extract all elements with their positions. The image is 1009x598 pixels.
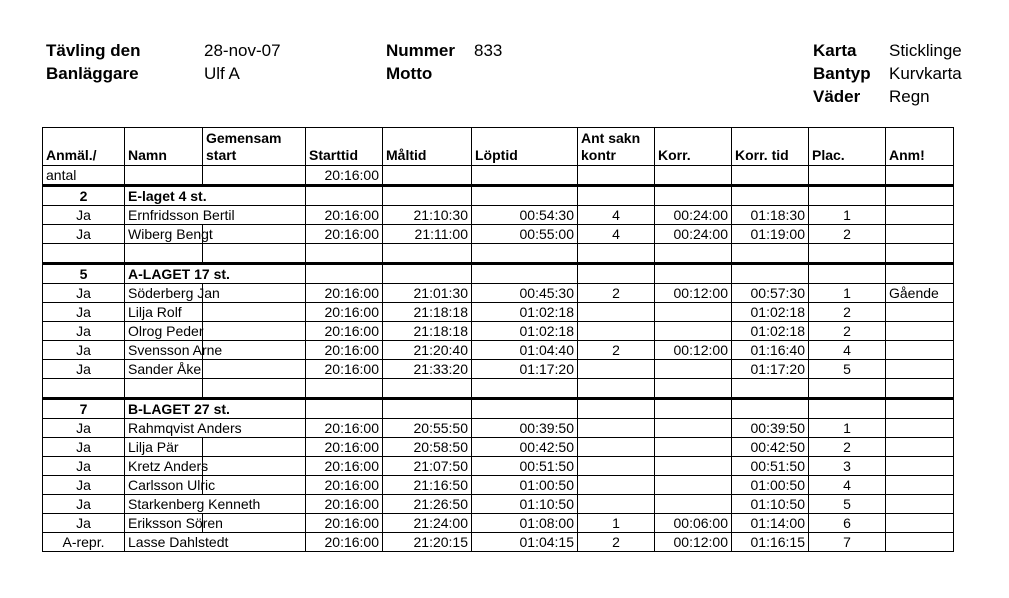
cell-starttid: 20:16:00 xyxy=(306,457,383,476)
cell-ant-sakn: 4 xyxy=(578,206,655,225)
cell-maltid: 21:10:30 xyxy=(383,206,472,225)
cell-starttid: 20:16:00 xyxy=(306,322,383,341)
cell-korr-tid: 01:02:18 xyxy=(732,303,809,322)
label-motto: Motto xyxy=(386,64,433,83)
participant-row xyxy=(43,284,954,303)
cell-maltid: 21:26:50 xyxy=(383,495,472,514)
group-title: E-laget 4 st. xyxy=(125,186,203,206)
cell-anmal: Ja xyxy=(43,495,125,514)
cell-namn: Söderberg Jan xyxy=(125,284,203,303)
cell-korr-tid: 00:57:30 xyxy=(732,284,809,303)
label-vader: Väder xyxy=(813,87,861,106)
cell-plac: 2 xyxy=(809,322,886,341)
cell-korr-tid: 01:19:00 xyxy=(732,225,809,244)
cell-anmal: Ja xyxy=(43,322,125,341)
cell-starttid: 20:16:00 xyxy=(306,495,383,514)
cell-korr: 00:06:00 xyxy=(655,514,732,533)
cell-gemensam xyxy=(203,360,306,379)
common-start-time: 20:16:00 xyxy=(306,166,383,186)
cell-korr-tid: 01:16:40 xyxy=(732,341,809,360)
col-korr-tid: Korr. tid xyxy=(732,128,809,166)
cell-anm xyxy=(886,341,954,360)
col-ant-line1: Ant sakn xyxy=(581,130,641,146)
spacer-row xyxy=(43,244,954,264)
cell-korr: 00:24:00 xyxy=(655,225,732,244)
cell-korr-tid: 00:51:50 xyxy=(732,457,809,476)
cell-namn: Sander Åke xyxy=(125,360,203,379)
cell-namn: Wiberg Bengt xyxy=(125,225,203,244)
cell-ant-sakn xyxy=(578,360,655,379)
group-header-row xyxy=(43,186,954,206)
value-nummer: 833 xyxy=(474,41,503,60)
cell-plac: 3 xyxy=(809,457,886,476)
cell-anm xyxy=(886,322,954,341)
participant-row xyxy=(43,341,954,360)
col-gemensam-line2: start xyxy=(206,147,237,163)
cell-loptid: 00:54:30 xyxy=(472,206,578,225)
cell-anmal: A-repr. xyxy=(43,533,125,552)
cell-ant-sakn: 4 xyxy=(578,225,655,244)
cell-loptid: 00:51:50 xyxy=(472,457,578,476)
label-tavling-den: Tävling den xyxy=(46,41,141,60)
cell-korr-tid: 01:00:50 xyxy=(732,476,809,495)
antal-label: antal xyxy=(43,166,125,186)
participant-row xyxy=(43,495,954,514)
cell-plac: 6 xyxy=(809,514,886,533)
cell-korr xyxy=(655,360,732,379)
label-banlaggare: Banläggare xyxy=(46,64,139,83)
cell-ant-sakn xyxy=(578,476,655,495)
cell-korr-tid: 01:16:15 xyxy=(732,533,809,552)
cell-anm xyxy=(886,303,954,322)
cell-ant-sakn: 2 xyxy=(578,341,655,360)
label-karta: Karta xyxy=(813,41,857,60)
cell-loptid: 01:00:50 xyxy=(472,476,578,495)
spacer-row xyxy=(43,379,954,399)
cell-maltid: 21:01:30 xyxy=(383,284,472,303)
cell-loptid: 00:39:50 xyxy=(472,419,578,438)
col-gemensam-start xyxy=(203,128,306,166)
cell-anm: Gående xyxy=(886,284,954,303)
cell-starttid: 20:16:00 xyxy=(306,284,383,303)
col-ant-line2: kontr xyxy=(581,147,616,163)
col-anmal: Anmäl./ xyxy=(43,128,125,166)
participant-row xyxy=(43,303,954,322)
cell-korr xyxy=(655,457,732,476)
cell-anmal: Ja xyxy=(43,457,125,476)
cell-gemensam xyxy=(203,303,306,322)
group-header-row xyxy=(43,399,954,419)
cell-anmal: Ja xyxy=(43,360,125,379)
cell-starttid: 20:16:00 xyxy=(306,438,383,457)
cell-starttid: 20:16:00 xyxy=(306,419,383,438)
cell-plac: 1 xyxy=(809,284,886,303)
cell-ant-sakn: 2 xyxy=(578,284,655,303)
group-number: 2 xyxy=(43,186,125,206)
cell-ant-sakn xyxy=(578,438,655,457)
cell-maltid: 21:24:00 xyxy=(383,514,472,533)
participant-row xyxy=(43,533,954,552)
participant-row xyxy=(43,360,954,379)
cell-anmal: Ja xyxy=(43,514,125,533)
cell-korr: 00:12:00 xyxy=(655,533,732,552)
cell-ant-sakn xyxy=(578,303,655,322)
cell-anm xyxy=(886,438,954,457)
cell-starttid: 20:16:00 xyxy=(306,225,383,244)
cell-anm xyxy=(886,419,954,438)
cell-korr xyxy=(655,419,732,438)
cell-korr-tid: 01:17:20 xyxy=(732,360,809,379)
value-tavling-den: 28-nov-07 xyxy=(204,41,281,60)
cell-loptid: 00:42:50 xyxy=(472,438,578,457)
cell-maltid: 21:20:40 xyxy=(383,341,472,360)
cell-namn: Ernfridsson Bertil xyxy=(125,206,203,225)
cell-ant-sakn xyxy=(578,322,655,341)
cell-namn: Lasse Dahlstedt xyxy=(125,533,203,552)
cell-loptid: 00:55:00 xyxy=(472,225,578,244)
cell-anmal: Ja xyxy=(43,303,125,322)
cell-namn: Eriksson Sören xyxy=(125,514,203,533)
cell-plac: 2 xyxy=(809,438,886,457)
participant-row xyxy=(43,457,954,476)
cell-loptid: 01:08:00 xyxy=(472,514,578,533)
col-maltid: Måltid xyxy=(383,128,472,166)
participant-row xyxy=(43,322,954,341)
col-korr: Korr. xyxy=(655,128,732,166)
cell-plac: 5 xyxy=(809,495,886,514)
cell-starttid: 20:16:00 xyxy=(306,514,383,533)
cell-plac: 2 xyxy=(809,303,886,322)
cell-anm xyxy=(886,360,954,379)
cell-korr-tid: 01:02:18 xyxy=(732,322,809,341)
cell-ant-sakn: 1 xyxy=(578,514,655,533)
cell-maltid: 21:33:20 xyxy=(383,360,472,379)
participant-row xyxy=(43,514,954,533)
cell-anmal: Ja xyxy=(43,476,125,495)
col-anm: Anm! xyxy=(886,128,954,166)
cell-anmal: Ja xyxy=(43,284,125,303)
cell-ant-sakn: 2 xyxy=(578,533,655,552)
value-vader: Regn xyxy=(889,87,930,106)
cell-ant-sakn xyxy=(578,457,655,476)
cell-plac: 5 xyxy=(809,360,886,379)
cell-maltid: 20:58:50 xyxy=(383,438,472,457)
cell-maltid: 21:07:50 xyxy=(383,457,472,476)
cell-loptid: 01:17:20 xyxy=(472,360,578,379)
value-banlaggare: Ulf A xyxy=(204,64,240,83)
participant-row xyxy=(43,225,954,244)
cell-maltid: 21:18:18 xyxy=(383,322,472,341)
col-starttid: Starttid xyxy=(306,128,383,166)
cell-starttid: 20:16:00 xyxy=(306,206,383,225)
cell-korr xyxy=(655,476,732,495)
cell-korr: 00:24:00 xyxy=(655,206,732,225)
cell-plac: 4 xyxy=(809,476,886,495)
cell-anm xyxy=(886,514,954,533)
cell-korr-tid: 00:39:50 xyxy=(732,419,809,438)
cell-anm xyxy=(886,225,954,244)
cell-starttid: 20:16:00 xyxy=(306,360,383,379)
participant-row xyxy=(43,206,954,225)
col-gemensam-line1: Gemensam xyxy=(206,130,282,146)
antal-row xyxy=(43,166,954,186)
cell-anmal: Ja xyxy=(43,225,125,244)
participant-row xyxy=(43,476,954,495)
cell-korr xyxy=(655,438,732,457)
cell-plac: 1 xyxy=(809,206,886,225)
label-nummer: Nummer xyxy=(386,41,455,60)
cell-anmal: Ja xyxy=(43,419,125,438)
cell-namn: Lilja Rolf xyxy=(125,303,203,322)
col-ant-sakn-kontr xyxy=(578,128,655,166)
cell-loptid: 01:02:18 xyxy=(472,303,578,322)
cell-maltid: 21:11:00 xyxy=(383,225,472,244)
cell-anmal: Ja xyxy=(43,206,125,225)
cell-plac: 2 xyxy=(809,225,886,244)
cell-anm xyxy=(886,476,954,495)
cell-namn: Rahmqvist Anders xyxy=(125,419,203,438)
group-title: B-LAGET 27 st. xyxy=(125,399,203,419)
participant-row xyxy=(43,419,954,438)
cell-namn: Carlsson Ulric xyxy=(125,476,203,495)
cell-namn: Kretz Anders xyxy=(125,457,203,476)
cell-gemensam xyxy=(203,438,306,457)
cell-anm xyxy=(886,533,954,552)
cell-anm xyxy=(886,457,954,476)
label-bantyp: Bantyp xyxy=(813,64,871,83)
cell-loptid: 01:04:40 xyxy=(472,341,578,360)
cell-korr xyxy=(655,303,732,322)
cell-korr xyxy=(655,495,732,514)
cell-anm xyxy=(886,206,954,225)
value-bantyp: Kurvkarta xyxy=(889,64,962,83)
cell-gemensam xyxy=(203,457,306,476)
cell-maltid: 21:16:50 xyxy=(383,476,472,495)
cell-maltid: 21:20:15 xyxy=(383,533,472,552)
cell-korr: 00:12:00 xyxy=(655,284,732,303)
cell-anm xyxy=(886,495,954,514)
cell-maltid: 21:18:18 xyxy=(383,303,472,322)
cell-namn: Lilja Pär xyxy=(125,438,203,457)
cell-ant-sakn xyxy=(578,419,655,438)
cell-loptid: 01:04:15 xyxy=(472,533,578,552)
cell-korr-tid: 01:10:50 xyxy=(732,495,809,514)
cell-ant-sakn xyxy=(578,495,655,514)
cell-gemensam xyxy=(203,322,306,341)
participant-row xyxy=(43,438,954,457)
group-number: 5 xyxy=(43,264,125,284)
cell-maltid: 20:55:50 xyxy=(383,419,472,438)
group-number: 7 xyxy=(43,399,125,419)
value-karta: Sticklinge xyxy=(889,41,962,60)
cell-korr: 00:12:00 xyxy=(655,341,732,360)
cell-loptid: 01:10:50 xyxy=(472,495,578,514)
cell-loptid: 00:45:30 xyxy=(472,284,578,303)
cell-starttid: 20:16:00 xyxy=(306,533,383,552)
cell-korr-tid: 01:18:30 xyxy=(732,206,809,225)
cell-anmal: Ja xyxy=(43,341,125,360)
col-namn: Namn xyxy=(125,128,203,166)
cell-plac: 4 xyxy=(809,341,886,360)
cell-korr xyxy=(655,322,732,341)
cell-plac: 1 xyxy=(809,419,886,438)
cell-starttid: 20:16:00 xyxy=(306,341,383,360)
cell-plac: 7 xyxy=(809,533,886,552)
cell-korr-tid: 00:42:50 xyxy=(732,438,809,457)
results-table xyxy=(42,127,954,552)
cell-starttid: 20:16:00 xyxy=(306,303,383,322)
cell-loptid: 01:02:18 xyxy=(472,322,578,341)
cell-korr-tid: 01:14:00 xyxy=(732,514,809,533)
group-title: A-LAGET 17 st. xyxy=(125,264,203,284)
cell-namn: Olrog Peder xyxy=(125,322,203,341)
cell-namn: Starkenberg Kenneth xyxy=(125,495,203,514)
cell-gemensam xyxy=(203,225,306,244)
cell-starttid: 20:16:00 xyxy=(306,476,383,495)
cell-gemensam xyxy=(203,476,306,495)
cell-anmal: Ja xyxy=(43,438,125,457)
header-row xyxy=(43,128,954,166)
group-header-row xyxy=(43,264,954,284)
col-plac: Plac. xyxy=(809,128,886,166)
cell-namn: Svensson Arne xyxy=(125,341,203,360)
col-loptid: Löptid xyxy=(472,128,578,166)
